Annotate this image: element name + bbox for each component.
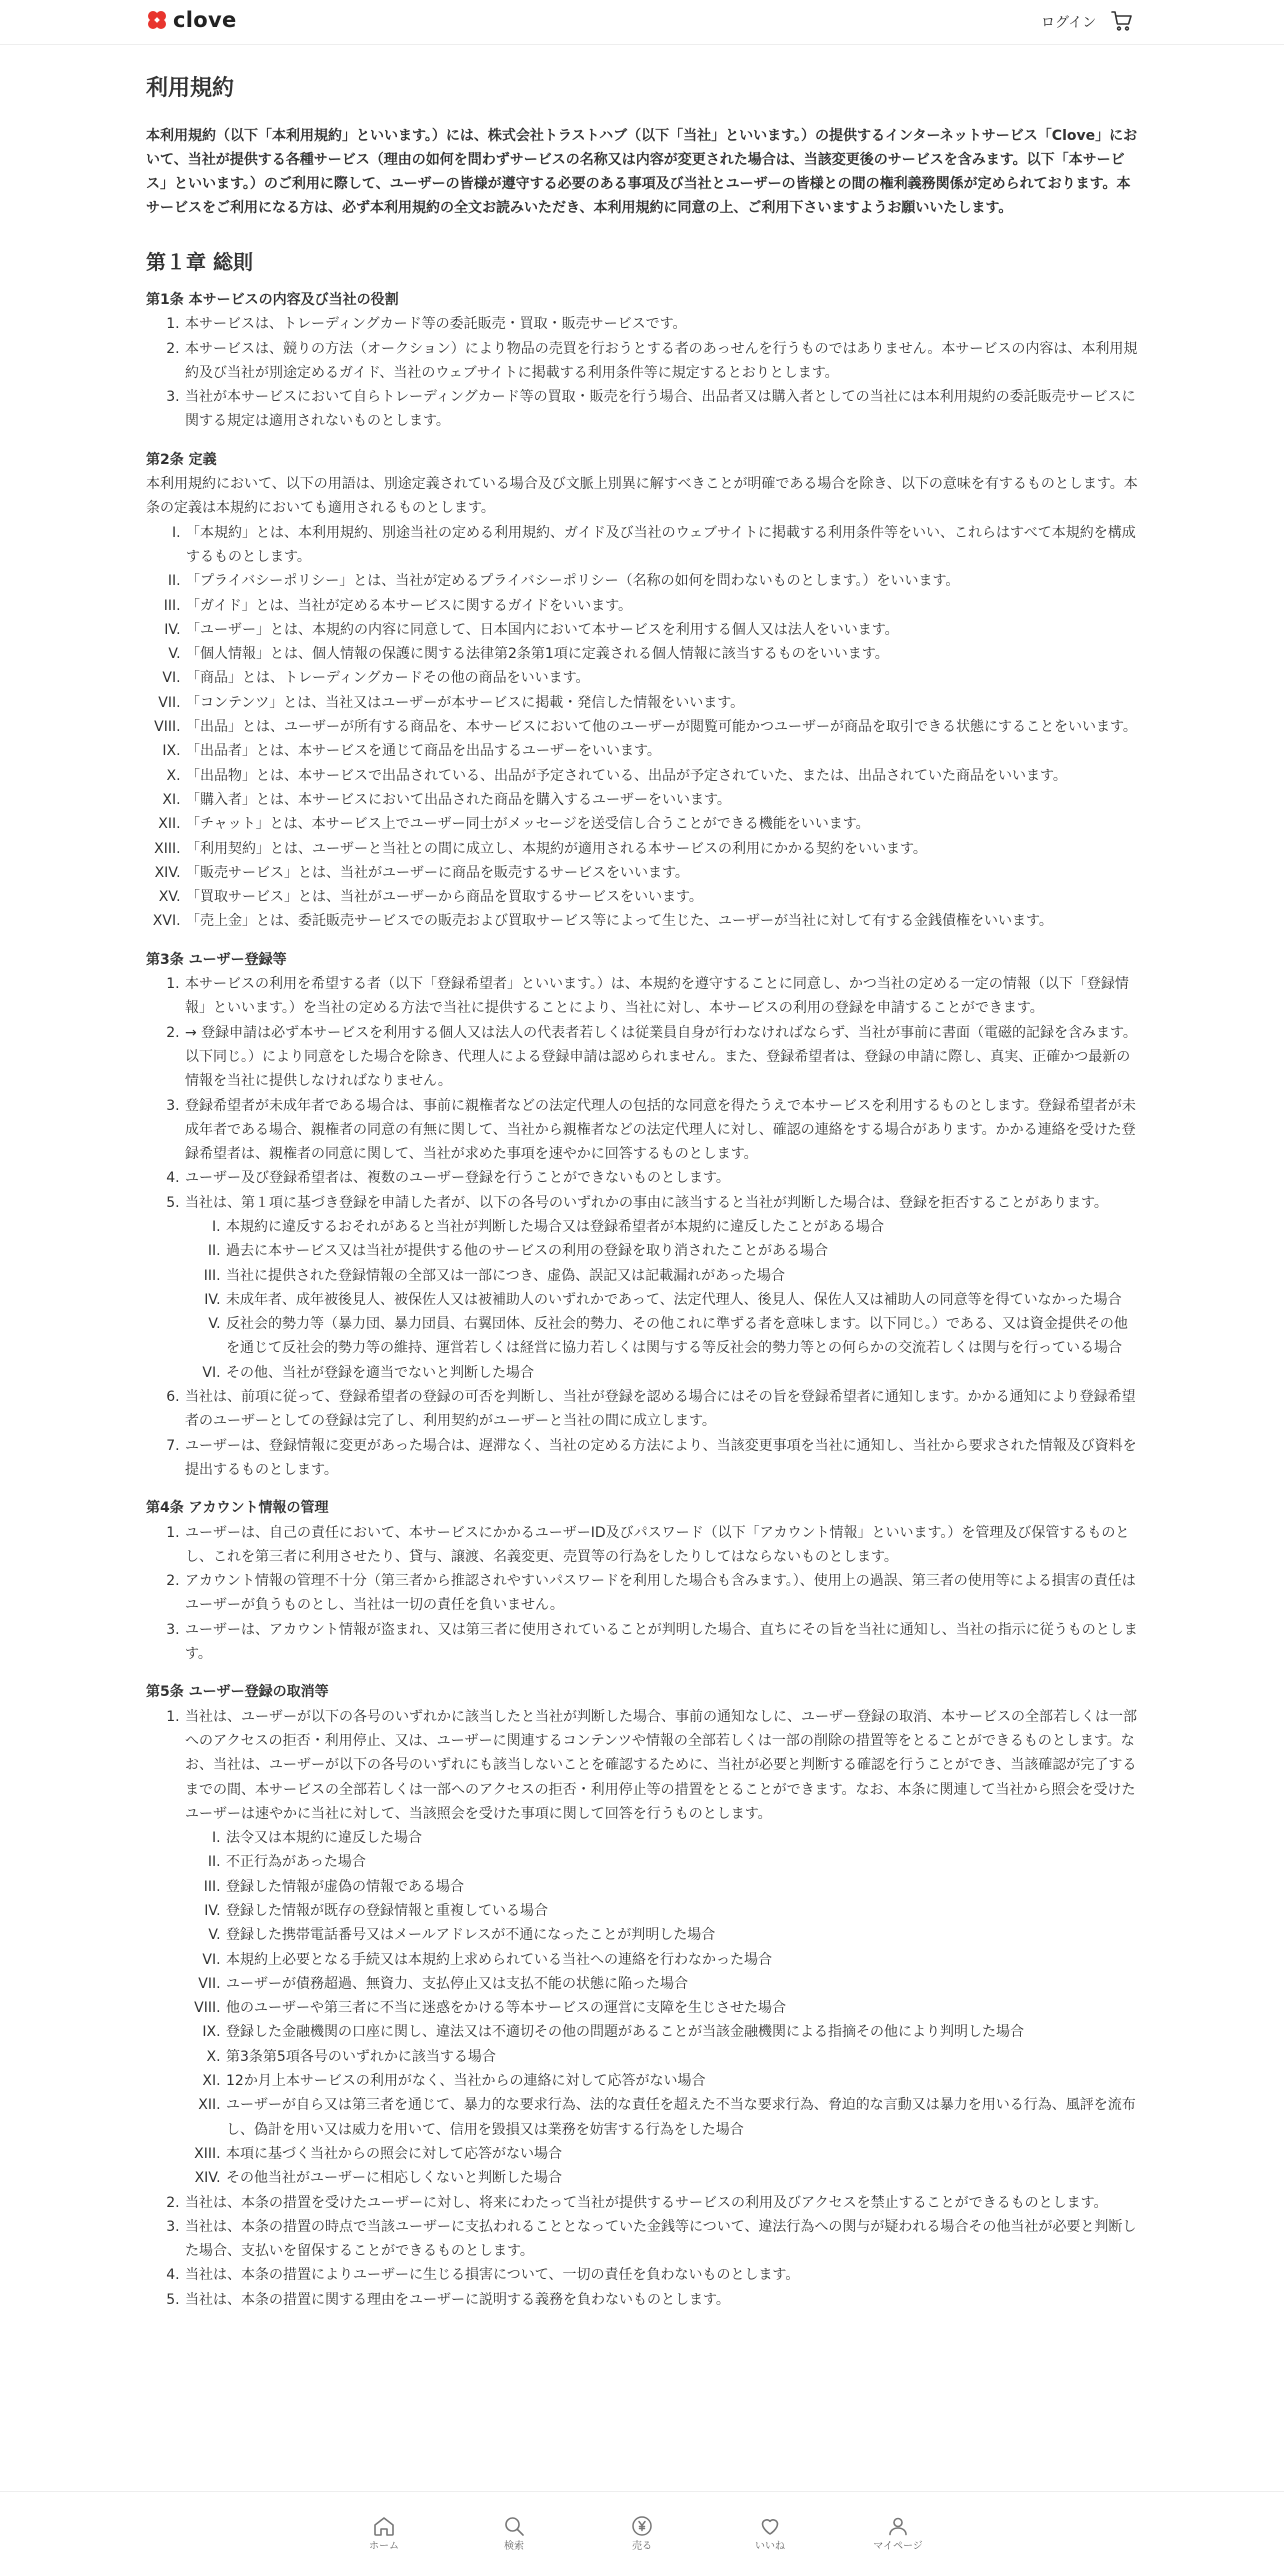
list-item: VI. 本規約上必要となる手続又は本規約上求められている当社への連絡を行わなかった場合: [225, 1948, 1138, 1972]
list-item: IV. 未成年者、成年被後見人、被保佐人又は被補助人のいずれかであって、法定代理人、後見人、保佐人又は補助人の同意等を得ていなかった場合: [225, 1288, 1138, 1312]
list-item: II. 過去に本サービス又は当社が提供する他のサービスの利用の登録を取り消されたことがある場合: [225, 1239, 1138, 1263]
list-item: IX. 「出品者」とは、本サービスを通じて商品を出品するユーザーをいいます。: [185, 739, 1138, 763]
heart-icon: [758, 2514, 782, 2538]
list-item: X. 第3条第5項各号のいずれかに該当する場合: [225, 2045, 1138, 2069]
article-3: [146, 948, 1138, 1483]
article-title: 第1条 本サービスの内容及び当社の役割: [146, 292, 399, 308]
list-item: XVI. 「売上金」とは、委託販売サービスでの販売および買取サービス等によって生じた、ユーザーが当社に対して有する金銭債権をいいます。: [185, 909, 1138, 933]
list-item: 2. 当社は、本条の措置を受けたユーザーに対し、将来にわたって当社が提供するサービスの利用及びアクセスを禁止することができるものとします。: [184, 2191, 1138, 2215]
list-item: [184, 1191, 1138, 1385]
tab-label: ホーム: [369, 2541, 399, 2552]
refusal-reasons-list: [185, 1215, 1138, 1385]
article-lead: 本利用規約において、以下の用語は、別途定義されている場合及び文脈上別異に解すべきことが明確である場合を除き、以下の意味を有するものとします。本条の定義は本規約においても適用されるものとします。: [146, 476, 1138, 517]
list-item: III. 「ガイド」とは、当社が定める本サービスに関するガイドをいいます。: [185, 594, 1138, 618]
list-item: 4. 当社は、本条の措置によりユーザーに生じる損害について、一切の責任を負わないものとします。: [184, 2263, 1138, 2287]
list-item: VI. その他、当社が登録を適当でないと判断した場合: [225, 1361, 1138, 1385]
list-item: XV. 「買取サービス」とは、当社がユーザーから商品を買取するサービスをいいます。: [185, 885, 1138, 909]
list-item: 3. 当社が本サービスにおいて自らトレーディングカード等の買取・販売を行う場合、出品者又は購入者としての当社には本利用規約の委託販売サービスに関する規定は適用されないものとします。: [184, 385, 1138, 434]
list-item: XII. ユーザーが自ら又は第三者を通じて、暴力的な要求行為、法的な責任を超えた不当な要求行為、脅迫的な言動又は暴力を用いる行為、風評を流布し、偽計を用い又は威力を用いて、信用を毀損又は業務を妨害する行為をした場合: [225, 2093, 1138, 2142]
list-item: VIII. 他のユーザーや第三者に不当に迷惑をかける等本サービスの運営に支障を生じさせた場合: [225, 1996, 1138, 2020]
tab-sell[interactable]: [612, 2514, 672, 2553]
list-item: 4. ユーザー及び登録希望者は、複数のユーザー登録を行うことができないものとします。: [184, 1166, 1138, 1190]
terms-content: [146, 52, 1138, 2326]
list-item: I. 本規約に違反するおそれがあると当社が判断した場合又は登録希望者が本規約に違反したことがある場合: [225, 1215, 1138, 1239]
list-item: XIV. その他当社がユーザーに相応しくないと判断した場合: [225, 2166, 1138, 2190]
list-item: XI. 「購入者」とは、本サービスにおいて出品された商品を購入するユーザーをいいます。: [185, 788, 1138, 812]
list-item: VII. 「コンテンツ」とは、当社又はユーザーが本サービスに掲載・発信した情報をいいます。: [185, 691, 1138, 715]
cancellation-reasons-list: [185, 1826, 1138, 2190]
tab-search[interactable]: [484, 2514, 544, 2553]
article-2: [146, 448, 1138, 934]
list-item: 2. 本サービスは、競りの方法（オークション）により物品の売買を行おうとする者のあっせんを行うものではありません。本サービスの内容は、本利用規約及び当社が別途定めるガイド、当社のウェブサイトに掲載する利用条件等に規定するとおりとします。: [184, 337, 1138, 386]
list-item: II. 「プライバシーポリシー」とは、当社が定めるプライバシーポリシー（名称の如何を問わないものとします。）をいいます。: [185, 569, 1138, 593]
article-title: 第5条 ユーザー登録の取消等: [146, 1684, 329, 1701]
article-4-list: [146, 1521, 1138, 1667]
logo-text: clove: [173, 8, 237, 32]
page-title: 利用規約: [146, 76, 235, 101]
list-item: 1. 本サービスの利用を希望する者（以下「登録希望者」といいます。）は、本規約を遵守することに同意し、かつ当社の定める一定の情報（以下「登録情報」といいます。）を当社の定める方法で当社に提供することにより、当社に対し、本サービスの利用の登録を申請することができます。: [184, 972, 1138, 1021]
list-item: 1. 本サービスは、トレーディングカード等の委託販売・買取・販売サービスです。: [184, 312, 1138, 336]
list-item: XI. 12か月上本サービスの利用がなく、当社からの連絡に対して応答がない場合: [225, 2069, 1138, 2093]
tab-like[interactable]: [740, 2514, 800, 2553]
definitions-list: [146, 521, 1138, 934]
list-item: XII. 「チャット」とは、本サービス上でユーザー同士がメッセージを送受信し合うことができる機能をいいます。: [185, 812, 1138, 836]
search-icon: [502, 2514, 526, 2538]
list-item: XIII. 「利用契約」とは、ユーザーと当社との間に成立し、本規約が適用される本サービスの利用にかかる契約をいいます。: [185, 837, 1138, 861]
list-item: III. 登録した情報が虚偽の情報である場合: [225, 1875, 1138, 1899]
article-1-list: [146, 312, 1138, 433]
tab-home[interactable]: [354, 2514, 414, 2553]
tab-mypage[interactable]: [868, 2514, 928, 2553]
list-item: IV. 登録した情報が既存の登録情報と重複している場合: [225, 1899, 1138, 1923]
tab-label: マイページ: [873, 2541, 923, 2552]
article-4: [146, 1496, 1138, 1666]
list-item: V. 登録した携帯電話番号又はメールアドレスが不通になったことが判明した場合: [225, 1923, 1138, 1947]
list-item: VII. ユーザーが債務超過、無資力、支払停止又は支払不能の状態に陥った場合: [225, 1972, 1138, 1996]
list-item: 3. 当社は、本条の措置の時点で当該ユーザーに支払われることとなっていた金銭等について、違法行為への関与が疑われる場合その他当社が必要と判断した場合、支払いを留保することができるものとします。: [184, 2215, 1138, 2264]
list-item: VI. 「商品」とは、トレーディングカードその他の商品をいいます。: [185, 666, 1138, 690]
list-item-text: 当社は、第１項に基づき登録を申請した者が、以下の各号のいずれかの事由に該当すると当社が判断した場合は、登録を拒否することがあります。: [185, 1194, 1108, 1211]
list-item: IV. 「ユーザー」とは、本規約の内容に同意して、日本国内において本サービスを利用する個人又は法人をいいます。: [185, 618, 1138, 642]
list-item: 2. アカウント情報の管理不十分（第三者から推認されやすいパスワードを利用した場合も含みます。）、使用上の過誤、第三者の使用等による損害の責任はユーザーが負うものとし、当社は一切の責任を負いません。: [184, 1569, 1138, 1618]
list-item: 5. 当社は、本条の措置に関する理由をユーザーに説明する義務を負わないものとします。: [184, 2288, 1138, 2312]
login-link[interactable]: ログイン: [1041, 15, 1097, 31]
list-item: 2. → 登録申請は必ず本サービスを利用する個人又は法人の代表者若しくは従業員自身が行わなければならず、当社が事前に書面（電磁的記録を含みます。以下同じ。）により同意をした場合を除き、代理人による登録申請は認められません。また、登録希望者は、登録の申請に際し、真実、正確かつ最新の情報を当社に提供しなければなりません。: [184, 1021, 1138, 1094]
list-item: V. 「個人情報」とは、個人情報の保護に関する法律第2条第1項に定義される個人情報に該当するものをいいます。: [185, 642, 1138, 666]
user-icon: [886, 2514, 910, 2538]
list-item: [184, 1705, 1138, 2191]
list-item: V. 反社会的勢力等（暴力団、暴力団員、右翼団体、反社会的勢力、その他これに準ずる者を意味します。以下同じ。）である、又は資金提供その他を通じて反社会的勢力等の維持、運営若しくは経営に協力若しくは関与する等反社会的勢力等との何らかの交流若しくは関与を行っている場合: [225, 1312, 1138, 1361]
intro-paragraph: 本利用規約（以下「本利用規約」といいます。）には、株式会社トラストハブ（以下「当社」といいます。）の提供するインターネットサービス「Clove」において、当社が提供する各種サービス（理由の如何を問わずサービスの名称又は内容が変更された場合は、当該変更後のサービスを含みます。以下「本サービス」といいます。）のご利用に際して、ユーザーの皆様が遵守する必要のある事項及び当社とユーザーの皆様との間の権利義務関係が定められております。本サービスをご利用になる方は、必ず本利用規約の全文お読みいただき、本利用規約に同意の上、ご利用下さいますようお願いいたします。: [146, 128, 1138, 216]
chapter-title: 第１章 総則: [146, 250, 253, 274]
home-icon: [372, 2514, 396, 2538]
article-3-list: [146, 972, 1138, 1482]
article-title: 第2条 定義: [146, 451, 217, 468]
tab-label: 検索: [504, 2541, 524, 2552]
tab-label: いいね: [755, 2541, 785, 2552]
article-5-list: [146, 1705, 1138, 2312]
list-item: I. 「本規約」とは、本利用規約、別途当社の定める利用規約、ガイド及び当社のウェブサイトに掲載する利用条件等をいい、これらはすべて本規約を構成するものとします。: [185, 521, 1138, 570]
list-item: X. 「出品物」とは、本サービスで出品されている、出品が予定されている、出品が予定されていた、または、出品されていた商品をいいます。: [185, 764, 1138, 788]
article-1: [146, 288, 1138, 434]
app-header: [0, 0, 1284, 45]
tab-label: 売る: [632, 2541, 652, 2552]
yen-coin-icon: [630, 2514, 654, 2538]
article-title: 第3条 ユーザー登録等: [146, 951, 287, 968]
article-title: 第4条 アカウント情報の管理: [146, 1500, 329, 1517]
list-item-text: 当社は、ユーザーが以下の各号のいずれかに該当したと当社が判断した場合、事前の通知なしに、ユーザー登録の取消、本サービスの全部若しくは一部へのアクセスの拒否・利用停止、又は、ユーザーに関連するコンテンツや情報の全部若しくは一部の削除の措置等をとることができるものとします。なお、当社は、ユーザーが以下の各号のいずれにも該当しないことを確認するために、当社が必要と判断する確認を行うことができ、当該確認が完了するまでの間、本サービスの全部若しくは一部へのアクセスの拒否・利用停止等の措置をとることができます。なお、本条に関連して当社から照会を受けたユーザーは速やかに当社に対して、当該照会を受けた事項に関して回答を行うものとします。: [185, 1708, 1137, 1822]
clover-logo-icon: [146, 9, 168, 31]
article-5: [146, 1680, 1138, 2312]
list-item: 7. ユーザーは、登録情報に変更があった場合は、遅滞なく、当社の定める方法により、当該変更事項を当社に通知し、当社から要求された情報及び資料を提出するものとします。: [184, 1434, 1138, 1483]
list-item: 6. 当社は、前項に従って、登録希望者の登録の可否を判断し、当社が登録を認める場合にはその旨を登録希望者に通知します。かかる通知により登録希望者のユーザーとしての登録は完了し、利用契約がユーザーと当社の間に成立します。: [184, 1385, 1138, 1434]
list-item: VIII. 「出品」とは、ユーザーが所有する商品を、本サービスにおいて他のユーザーが閲覧可能かつユーザーが商品を取引できる状態にすることをいいます。: [185, 715, 1138, 739]
clove-logo[interactable]: [146, 8, 237, 32]
cart-icon[interactable]: [1110, 9, 1134, 33]
list-item: XIII. 本項に基づく当社からの照会に対して応答がない場合: [225, 2142, 1138, 2166]
bottom-tab-bar: [0, 2491, 1284, 2569]
list-item: 1. ユーザーは、自己の責任において、本サービスにかかるユーザーID及びパスワード（以下「アカウント情報」といいます。）を管理及び保管するものとし、これを第三者に利用させたり、貸与、譲渡、名義変更、売買等の行為をしたりしてはならないものとします。: [184, 1521, 1138, 1570]
list-item: 3. ユーザーは、アカウント情報が盗まれ、又は第三者に使用されていることが判明した場合、直ちにその旨を当社に通知し、当社の指示に従うものとします。: [184, 1618, 1138, 1667]
list-item: IX. 登録した金融機関の口座に関し、違法又は不適切その他の問題があることが当該金融機関による指摘その他により判明した場合: [225, 2020, 1138, 2044]
list-item: 3. 登録希望者が未成年者である場合は、事前に親権者などの法定代理人の包括的な同意を得たうえで本サービスを利用するものとします。登録希望者が未成年者である場合、親権者の同意の有無に関して、当社から親権者などの法定代理人に対し、確認の連絡をする場合があります。かかる連絡を受けた登録希望者は、親権者の同意に関して、当社が求めた事項を速やかに回答するものとします。: [184, 1094, 1138, 1167]
list-item: XIV. 「販売サービス」とは、当社がユーザーに商品を販売するサービスをいいます。: [185, 861, 1138, 885]
list-item: II. 不正行為があった場合: [225, 1850, 1138, 1874]
list-item: I. 法令又は本規約に違反した場合: [225, 1826, 1138, 1850]
list-item: III. 当社に提供された登録情報の全部又は一部につき、虚偽、誤記又は記載漏れがあった場合: [225, 1264, 1138, 1288]
